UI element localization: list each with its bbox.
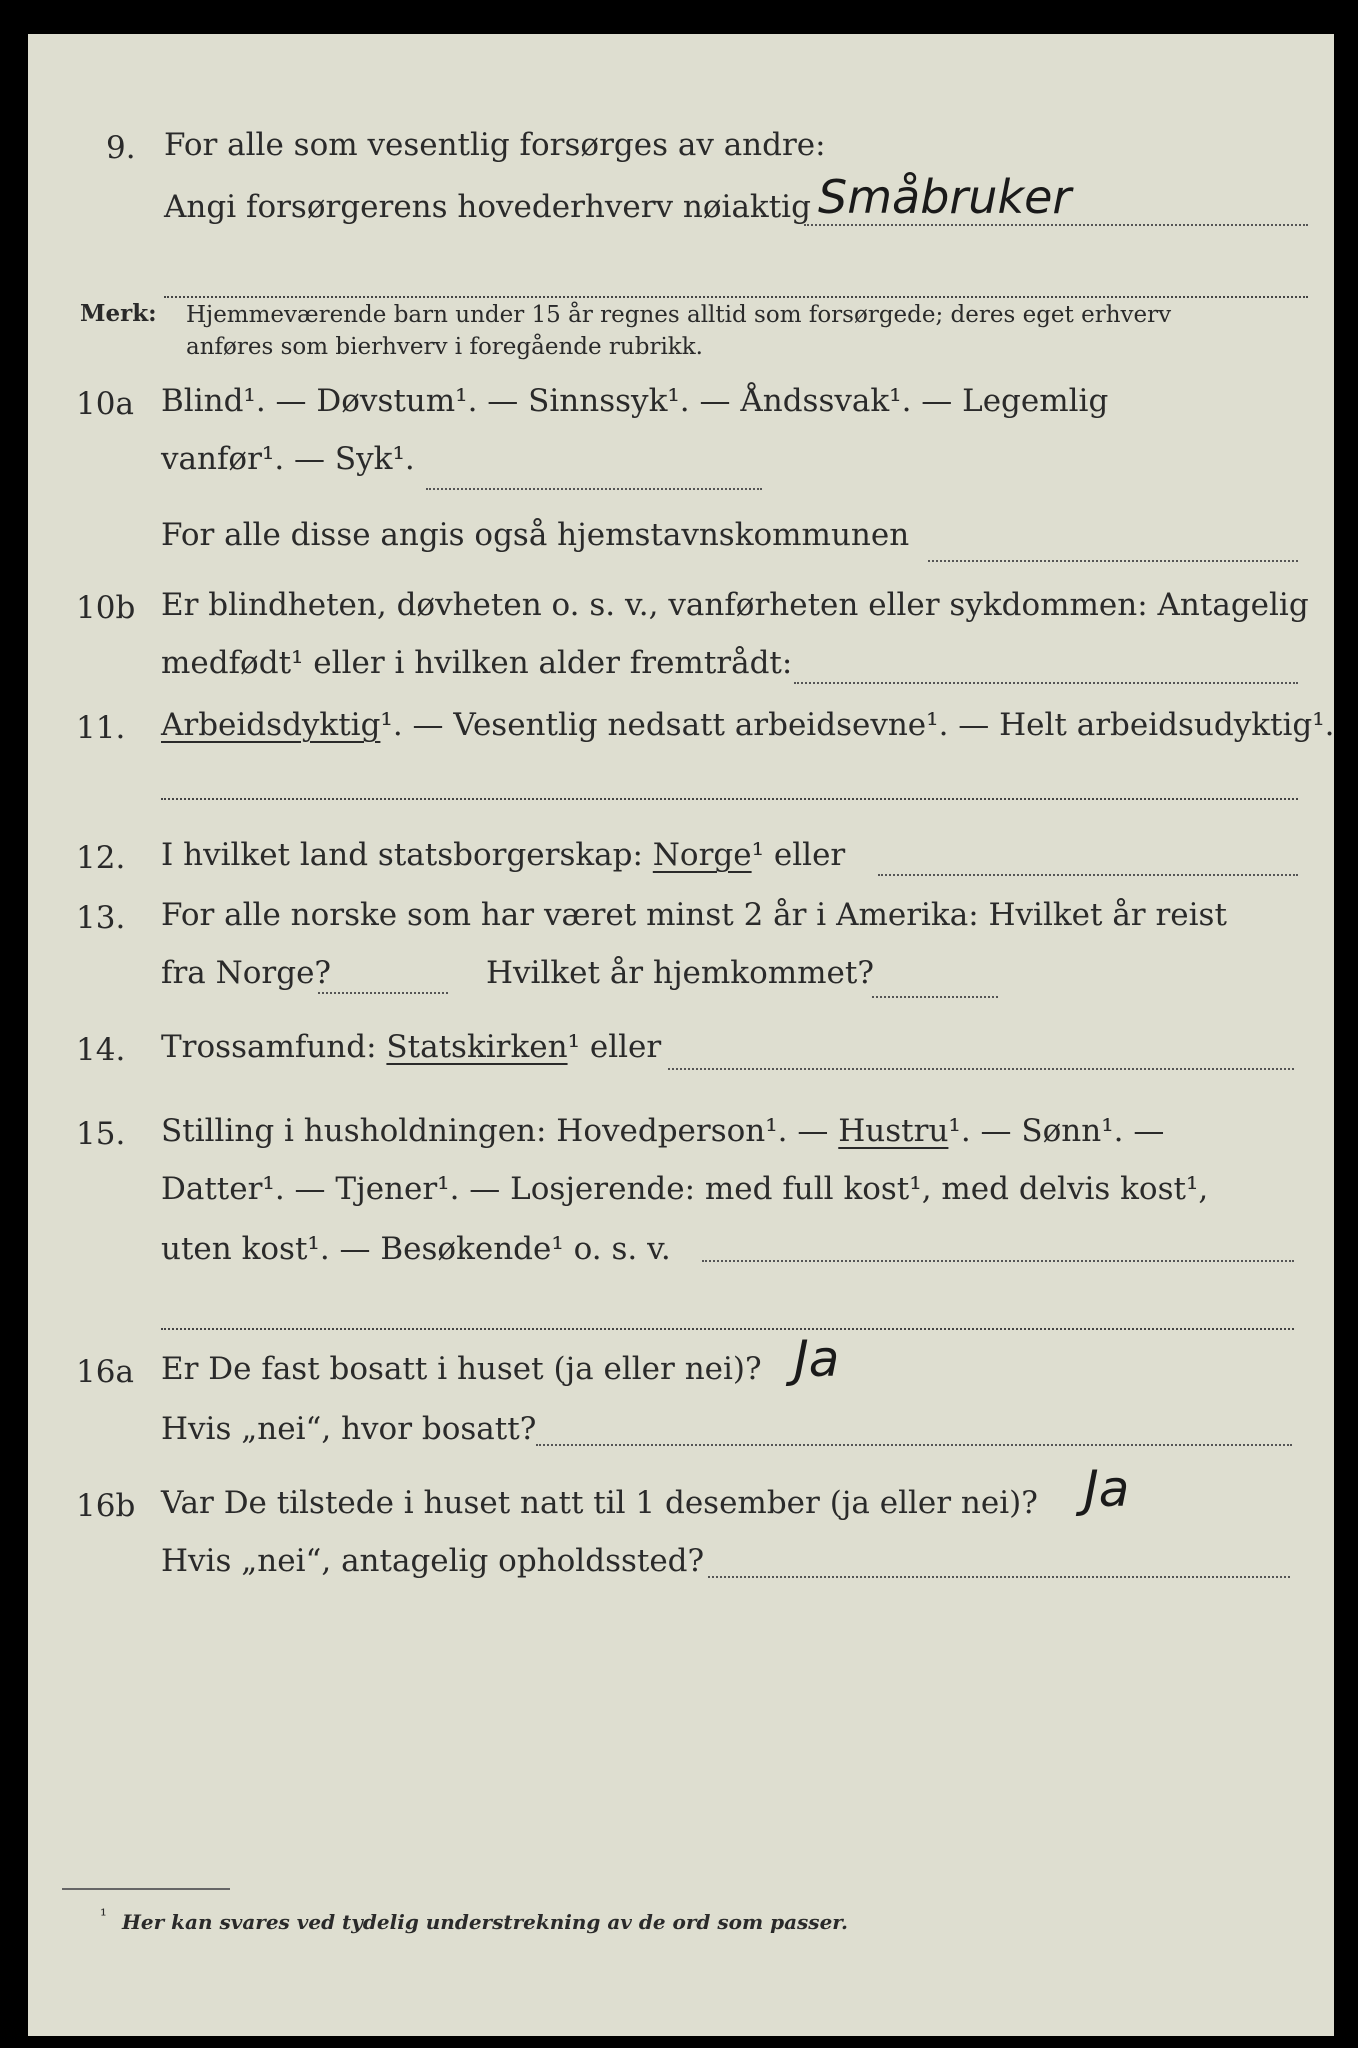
- q16b-answer-line: [708, 1576, 1290, 1578]
- q10b-line1: Er blindheten, døvheten o. s. v., vanførheten eller sykdommen: Antagelig: [161, 587, 1309, 623]
- q15-number: 15.: [76, 1116, 126, 1152]
- q11-number: 11.: [76, 710, 126, 746]
- q16a-answer-line: [536, 1444, 1292, 1446]
- q13-right-line: [872, 996, 998, 998]
- q10a-line3: For alle disse angis også hjemstavnskommunen: [161, 517, 910, 553]
- q9-handwritten-answer: Småbruker: [818, 170, 1072, 224]
- q10b-answer-line: [794, 682, 1298, 684]
- q11-extra-line: [161, 798, 1298, 800]
- q9-number: 9.: [106, 130, 136, 166]
- q14-question: Trossamfund:: [161, 1029, 377, 1065]
- q10a-line2: vanfør¹. — Syk¹.: [161, 441, 415, 477]
- q12-answer-line: [878, 874, 1298, 876]
- q15-line2: Datter¹. — Tjener¹. — Losjerende: med full kost¹, med delvis kost¹,: [161, 1171, 1209, 1207]
- q16a-number: 16a: [76, 1354, 134, 1390]
- q11-options-rest: ¹. — Vesentlig nedsatt arbeidsevne¹. — Helt arbeidsudyktig¹.: [380, 707, 1335, 743]
- q14-answer-line: [668, 1068, 1294, 1070]
- q16a-line2: Hvis „nei“, hvor bosatt?: [161, 1411, 537, 1447]
- q15-extra-line: [161, 1328, 1294, 1330]
- merk-line2: anføres som bierhverv i foregående rubrikk.: [186, 334, 703, 360]
- q14-number: 14.: [76, 1032, 126, 1068]
- q16b-line1: Var De tilstede i huset natt til 1 desember (ja eller nei)?: [161, 1485, 1038, 1521]
- q10a-line1: Blind¹. — Døvstum¹. — Sinnssyk¹. — Åndssvak¹. — Legemlig: [161, 383, 1109, 419]
- q13-line1: For alle norske som har været minst 2 år i Amerika: Hvilket år reist: [161, 897, 1227, 933]
- q14-or: ¹ eller: [567, 1029, 662, 1065]
- q9-answer-line: [804, 224, 1308, 226]
- merk-line1: Hjemmeværende barn under 15 år regnes alltid som forsørgede; deres eget erhverv: [186, 302, 1172, 328]
- q13-left-line: [318, 992, 448, 994]
- q14-underlined-option: Statskirken: [386, 1029, 568, 1065]
- q13-line2a: fra Norge?: [161, 955, 332, 991]
- footnote-divider: [62, 1888, 230, 1890]
- q10b-line2: medfødt¹ eller i hvilken alder fremtrådt:: [161, 645, 793, 681]
- q15-line3: uten kost¹. — Besøkende¹ o. s. v.: [161, 1231, 671, 1267]
- q16b-number: 16b: [76, 1488, 136, 1524]
- q15-answer-line: [702, 1260, 1294, 1262]
- q14-text: [161, 1029, 662, 1065]
- q12-or: ¹ eller: [751, 837, 846, 873]
- q10a-answer-line: [426, 488, 762, 490]
- q15-line1-start: Stilling i husholdningen: Hovedperson¹. —: [161, 1113, 829, 1149]
- q12-question: I hvilket land statsborgerskap:: [161, 837, 643, 873]
- q16b-handwritten-answer: Ja: [1084, 1460, 1130, 1518]
- q16a-handwritten-answer: Ja: [794, 1330, 840, 1388]
- q16a-line1: Er De fast bosatt i huset (ja eller nei)?: [161, 1351, 762, 1387]
- merk-label: Merk:: [80, 300, 157, 327]
- q13-number: 13.: [76, 900, 126, 936]
- q10b-number: 10b: [76, 590, 136, 626]
- q15-line1: [161, 1113, 1165, 1149]
- q10a-number: 10a: [76, 386, 134, 422]
- footnote-mark: ¹: [100, 1906, 107, 1926]
- q9-line1: For alle som vesentlig forsørges av andre:: [164, 127, 826, 163]
- q15-line1-end: ¹. — Sønn¹. —: [948, 1113, 1165, 1149]
- q13-line2b: Hvilket år hjemkommet?: [486, 955, 874, 991]
- census-form-page: [28, 34, 1334, 2036]
- q12-text: [161, 837, 846, 873]
- q9-extra-line: [164, 296, 1308, 298]
- q9-line2: Angi forsørgerens hovederhverv nøiaktig: [164, 189, 811, 225]
- q12-number: 12.: [76, 840, 126, 876]
- q10a-municipality-line: [928, 560, 1298, 562]
- q16b-line2: Hvis „nei“, antagelig opholdssted?: [161, 1543, 705, 1579]
- q11-options: [161, 707, 1335, 743]
- q11-underlined-option: Arbeidsdyktig: [161, 707, 381, 743]
- q15-underlined-option: Hustru: [838, 1113, 949, 1149]
- q12-underlined-option: Norge: [652, 837, 752, 873]
- footnote-text: Her kan svares ved tydelig understrekning av de ord som passer.: [122, 1910, 848, 1934]
